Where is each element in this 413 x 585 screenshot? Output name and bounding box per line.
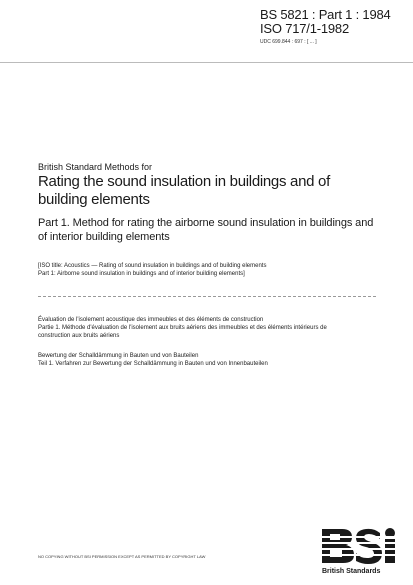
copyright-notice: NO COPYING WITHOUT BSI PERMISSION EXCEPT AS PERMITTED BY COPYRIGHT LAW bbox=[38, 554, 206, 559]
german-title-block bbox=[38, 352, 378, 368]
iso-title-block bbox=[38, 262, 368, 278]
section-divider bbox=[38, 296, 376, 297]
french-title-line: construction aux bruits aériens bbox=[38, 333, 120, 339]
german-title-line: Bewertung der Schalldämmung in Bauten und von Bauteilen bbox=[38, 353, 199, 359]
german-title-line: Teil 1. Verfahren zur Bewertung der Schalldämmung in Bauten und von Innenbauteilen bbox=[38, 361, 268, 367]
iso-title-line: Part 1: Airborne sound insulation in buildings and of interior building elements] bbox=[38, 271, 245, 277]
bsi-logo-icon bbox=[318, 525, 402, 567]
iso-number: ISO 717/1-1982 bbox=[260, 21, 349, 36]
french-title-line: Partie 1. Méthode d'évaluation de l'isolement aux bruits aériens des immeubles et des éléments intérieurs de bbox=[38, 325, 327, 331]
french-title-block bbox=[38, 316, 378, 340]
udc-line: UDC 699.844 : 697 : [ ... ] bbox=[260, 39, 317, 45]
french-title-line: Évaluation de l'isolement acoustique des immeubles et des éléments de construction bbox=[38, 317, 264, 323]
standard-header bbox=[260, 8, 410, 46]
series-title: British Standard Methods for bbox=[38, 162, 153, 172]
bs-number: BS 5821 : Part 1 : 1984 bbox=[260, 7, 391, 22]
logo-caption: British Standards bbox=[322, 568, 381, 575]
part-title: Part 1. Method for rating the airborne sound insulation in buildings and of interior building elements bbox=[38, 217, 374, 243]
document-title: Rating the sound insulation in buildings and of building elements bbox=[38, 173, 330, 208]
header-divider bbox=[0, 62, 413, 63]
iso-title-line: [ISO title: Acoustics — Rating of sound insulation in buildings and of building elements bbox=[38, 263, 267, 269]
